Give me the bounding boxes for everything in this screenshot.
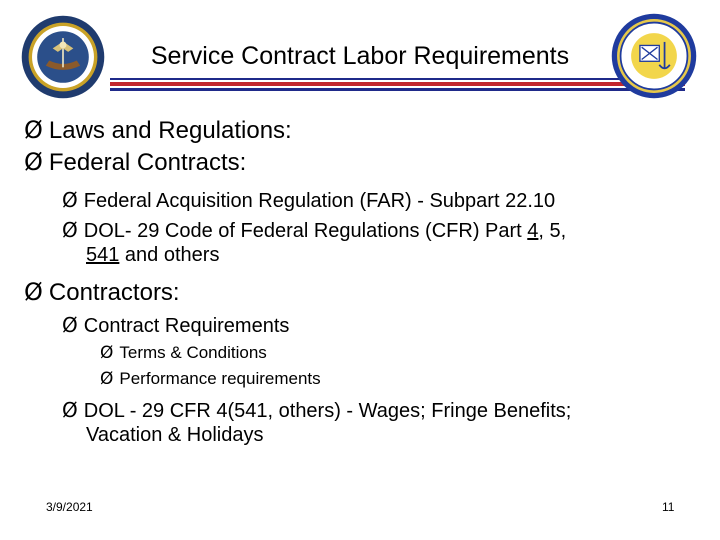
arrow-bullet-icon: Ø [24, 148, 43, 176]
arrow-bullet-icon: Ø [62, 313, 78, 337]
bullet-dol-cfr-cont: 541 and others [86, 244, 220, 266]
bullet-contract-requirements: Ø Contract Requirements [62, 313, 290, 337]
bullet-dol-wages-cont: Vacation & Holidays [86, 424, 264, 446]
bullet-contractors: Ø Contractors: [24, 278, 180, 306]
arrow-bullet-icon: Ø [62, 218, 78, 242]
page-title: Service Contract Labor Requirements [150, 42, 570, 70]
bullet-dol-wages: Ø DOL - 29 CFR 4(541, others) - Wages; Fringe Benefits; [62, 398, 572, 422]
arrow-bullet-icon: Ø [62, 398, 78, 422]
arrow-bullet-icon: Ø [62, 188, 78, 212]
bullet-federal-contracts: Ø Federal Contracts: [24, 148, 247, 176]
arrow-bullet-icon: Ø [24, 278, 43, 306]
footer-date: 3/9/2021 [46, 500, 93, 514]
bullet-dol-cfr: Ø DOL- 29 Code of Federal Regulations (CFR) Part 4, 5, [62, 218, 567, 242]
bullet-far: Ø Federal Acquisition Regulation (FAR) - Subpart 22.10 [62, 188, 556, 212]
arrow-bullet-icon: Ø [24, 116, 43, 144]
bullet-performance: Ø Performance requirements [100, 369, 321, 389]
arrow-bullet-icon: Ø [100, 343, 114, 363]
bullet-terms: Ø Terms & Conditions [100, 343, 267, 363]
bullet-laws: Ø Laws and Regulations: [24, 116, 292, 144]
cfr-part-541-link[interactable]: 541 [86, 244, 120, 266]
arrow-bullet-icon: Ø [100, 369, 114, 389]
cfr-part-4-link[interactable]: 4 [527, 220, 539, 242]
footer-page-number: 11 [662, 500, 675, 514]
